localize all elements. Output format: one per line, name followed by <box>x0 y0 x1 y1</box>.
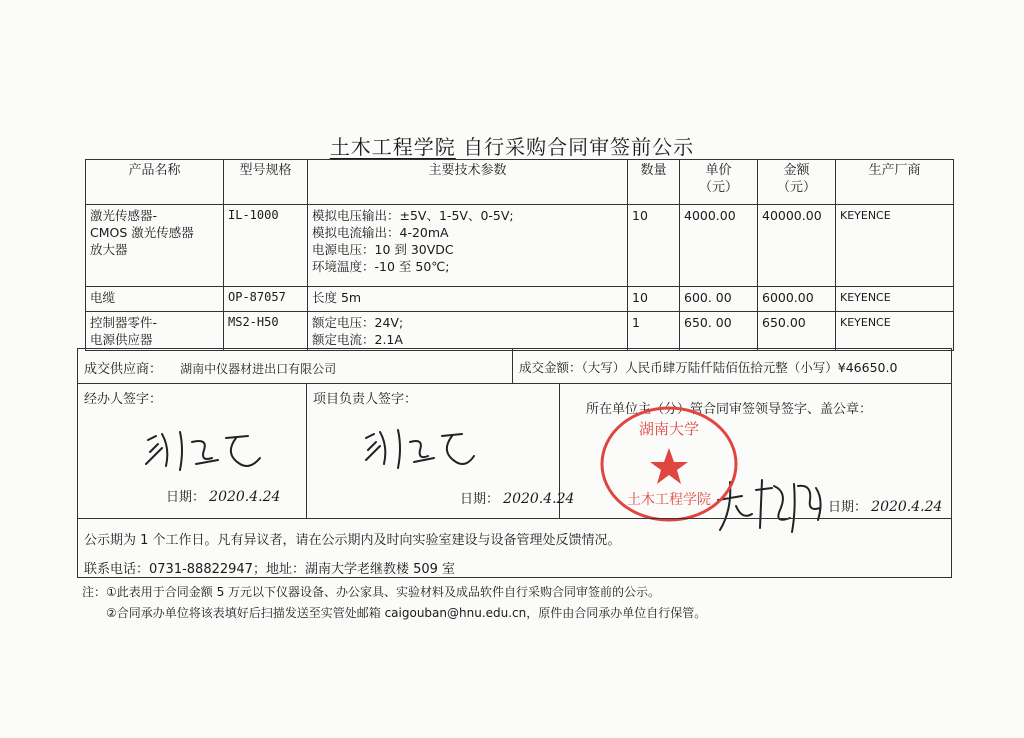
header-unit-price-label: 单价 <box>705 163 732 178</box>
title-department: 土木工程学院 <box>329 135 456 159</box>
header-unit-price <box>680 160 758 205</box>
row-maker: KEYENCE <box>836 287 954 312</box>
name-line: 控制器零件- <box>90 315 158 330</box>
row-maker: KEYENCE <box>836 312 954 351</box>
header-unit-price-sub: （元） <box>698 180 738 195</box>
date-value: 2020.4.24 <box>209 489 281 505</box>
row-name <box>86 287 224 312</box>
row-maker: KEYENCE <box>836 205 954 287</box>
unit-date <box>828 496 942 515</box>
header-maker: 生产厂商 <box>836 160 954 205</box>
deal-amount-cell: 成交金额：（大写）人民币肆万陆仟陆佰伍拾元整（小写）¥46650.0 <box>512 348 952 384</box>
seal-bottom-text: 土木工程学院 <box>627 492 711 508</box>
spec-line: 模拟电压输出：±5V、1-5V、0-5V; <box>312 208 514 223</box>
row-spec <box>308 312 628 351</box>
handler-date <box>166 486 280 505</box>
row-amount: 650.00 <box>758 312 836 351</box>
official-seal-image <box>598 404 740 526</box>
name-line: CMOS 激光传感器 <box>90 225 194 240</box>
note-2: ②合同承办单位将该表填好后扫描发送至实管处邮箱 caigouban@hnu.edu.cn，原件由合同承办单位自行保管。 <box>106 606 707 620</box>
row-spec <box>308 287 628 312</box>
supplier-cell <box>77 348 513 384</box>
name-line: 电缆 <box>90 290 116 305</box>
date-value: 2020.4.24 <box>871 499 943 515</box>
contact-text: 联系电话：0731-88822947；地址：湖南大学老继教楼 509 室 <box>84 562 456 577</box>
supplier-name: 湖南中仪器材进出口有限公司 <box>180 362 337 376</box>
row-model: MS2-H50 <box>224 312 308 351</box>
table-header-row <box>86 160 954 205</box>
table-row <box>86 287 954 312</box>
header-model: 型号规格 <box>224 160 308 205</box>
date-value: 2020.4.24 <box>503 491 575 507</box>
row-spec <box>308 205 628 287</box>
row-unit-price: 600. 00 <box>680 287 758 312</box>
leader-signature-image <box>360 420 480 480</box>
name-line: 放大器 <box>90 242 128 257</box>
title-text: 自行采购合同审签前公示 <box>463 135 695 159</box>
name-line: 电源供应器 <box>90 332 153 347</box>
note-1: 注：①此表用于合同金额 5 万元以下仪器设备、办公家具、实验材料及成品软件自行采购合同审签前的公示。 <box>82 585 661 599</box>
name-line: 激光传感器- <box>90 208 158 223</box>
header-qty: 数量 <box>628 160 680 205</box>
row-qty: 10 <box>628 205 680 287</box>
table-row <box>86 205 954 287</box>
date-label: 日期： <box>166 490 206 505</box>
row-amount: 40000.00 <box>758 205 836 287</box>
header-amount-sub: （元） <box>776 180 816 195</box>
date-label: 日期： <box>460 492 500 507</box>
spec-line: 模拟电流输出：4-20mA <box>312 225 449 240</box>
product-table <box>85 159 954 351</box>
unit-label: 所在单位主（分）管合同审签领导签字、盖公章： <box>586 402 873 417</box>
header-spec: 主要技术参数 <box>308 160 628 205</box>
leader-date <box>460 488 574 507</box>
seal-top-text: 湖南大学 <box>638 420 700 438</box>
notice-text: 公示期为 1 个工作日。凡有异议者，请在公示期内及时向实验室建设与设备管理处反馈情况。 <box>84 533 621 548</box>
supplier-label: 成交供应商： <box>84 362 163 377</box>
spec-line: 额定电压：24V; <box>312 315 404 330</box>
notice-cell <box>77 518 952 578</box>
row-name <box>86 312 224 351</box>
row-amount: 6000.00 <box>758 287 836 312</box>
table-row <box>86 312 954 351</box>
row-unit-price: 650. 00 <box>680 312 758 351</box>
handler-label: 经办人签字： <box>84 392 163 407</box>
spec-line: 额定电流：2.1A <box>312 332 403 347</box>
header-name: 产品名称 <box>86 160 224 205</box>
handler-signature-image <box>140 420 270 480</box>
leader-label: 项目负责人签字： <box>313 392 418 407</box>
row-unit-price: 4000.00 <box>680 205 758 287</box>
row-model: IL-1000 <box>224 205 308 287</box>
row-name <box>86 205 224 287</box>
page-title <box>0 131 1024 160</box>
spec-line: 环境温度：-10 至 50℃; <box>312 259 450 274</box>
date-label: 日期： <box>828 500 868 515</box>
spec-line: 电源电压：10 到 30VDC <box>312 242 454 257</box>
spec-line: 长度 5m <box>312 290 362 305</box>
header-amount-label: 金额 <box>783 163 810 178</box>
row-qty: 1 <box>628 312 680 351</box>
row-model: OP-87057 <box>224 287 308 312</box>
header-amount <box>758 160 836 205</box>
row-qty: 10 <box>628 287 680 312</box>
